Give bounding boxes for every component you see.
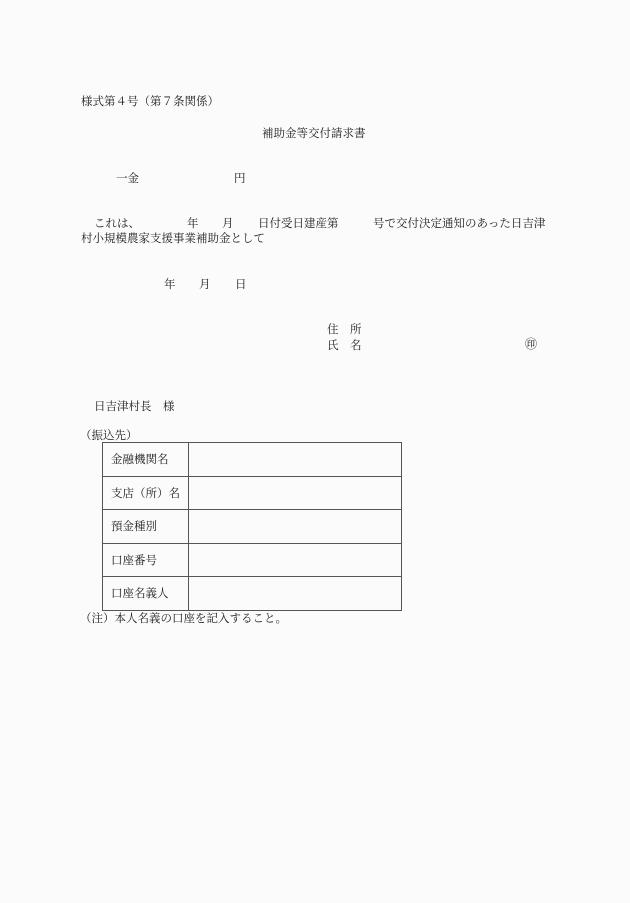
body-year: 年 <box>187 216 199 230</box>
branch-name-field[interactable] <box>189 476 402 510</box>
account-holder-label: 口座名義人 <box>103 577 189 611</box>
body-line2: 村小規模農家支援事業補助金として <box>81 231 265 245</box>
deposit-type-field[interactable] <box>189 510 402 544</box>
amount-value-field[interactable] <box>145 171 230 185</box>
deposit-type-label: 預金種別 <box>103 510 189 544</box>
account-holder-field[interactable] <box>189 577 402 611</box>
body-date-suffix: 日付受日建産第 <box>258 216 339 230</box>
address-label: 住 所 <box>327 322 362 336</box>
date-day: 日 <box>235 277 247 291</box>
body-number-suffix: 号で交付決定通知のあった日吉津 <box>373 216 546 230</box>
branch-name-label: 支店（所）名 <box>103 476 189 510</box>
account-number-field[interactable] <box>189 543 402 577</box>
date-year: 年 <box>164 277 176 291</box>
amount-prefix: 一金 <box>116 171 139 185</box>
bank-note: （注）本人名義の口座を記入すること。 <box>80 611 287 625</box>
table-row <box>103 443 402 477</box>
name-label: 氏 名 <box>327 338 362 352</box>
addressee: 日吉津村長 様 <box>94 399 175 413</box>
body-month: 月 <box>222 216 234 230</box>
name-field[interactable] <box>380 338 520 352</box>
seal-icon: ㊞ <box>525 337 538 351</box>
amount-unit: 円 <box>234 171 246 185</box>
document-title: 補助金等交付請求書 <box>262 126 366 140</box>
table-row <box>103 577 402 611</box>
address-field[interactable] <box>380 322 540 336</box>
bank-section-label: （振込先） <box>80 428 138 442</box>
bank-name-field[interactable] <box>189 443 402 477</box>
bank-table <box>102 442 402 611</box>
table-row <box>103 510 402 544</box>
form-number: 様式第４号（第７条関係） <box>81 94 219 108</box>
bank-name-label: 金融機関名 <box>103 443 189 477</box>
account-number-label: 口座番号 <box>103 543 189 577</box>
date-month: 月 <box>199 277 211 291</box>
table-row <box>103 543 402 577</box>
body-lead: これは、 <box>94 216 140 230</box>
table-row <box>103 476 402 510</box>
